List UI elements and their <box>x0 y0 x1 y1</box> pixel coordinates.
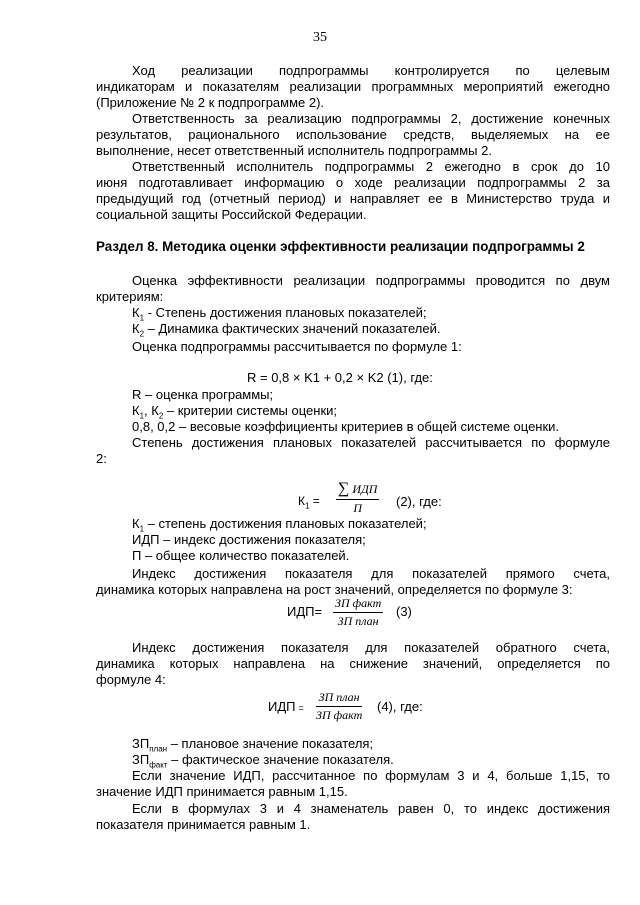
def-zp-fact: $ЗП_{факт}$ – фактическое значение показателя. <box>132 752 394 770</box>
text-line: июня подготавливает информацию о ходе реализации подпрограммы 2 за <box>96 175 610 190</box>
text-line: 2: <box>96 451 107 466</box>
text-line: предыдущий год (отчетный период) и направляет ее в Министерство труда и <box>96 191 610 206</box>
def-zp-plan: $ЗП_{план}$ – плановое значение показателя; <box>132 736 374 754</box>
section-heading: Раздел 8. Методика оценки эффективности реализации подпрограммы 2 <box>96 239 585 254</box>
formula-3-lhs: ИДП= <box>287 604 323 619</box>
paragraph-direct-count <box>96 566 610 598</box>
criterion-k2: $К_2$ – Динамика фактических значений показателей. <box>132 321 441 339</box>
formula-2-fraction <box>336 480 379 516</box>
formula-2-suffix: (2), где: <box>396 494 442 509</box>
text-line: результатов, рационального использование средств, выделяемых на ее <box>96 127 610 142</box>
numerator: ЗП факт <box>333 596 383 613</box>
formula2-intro <box>96 435 610 467</box>
def-k-criteria: $К_1$, $К_2$ – критерии системы оценки; <box>132 403 338 421</box>
page-number: 35 <box>313 30 327 45</box>
text-line: динамика которых направлена на рост значений, определяется по формуле 3: <box>96 582 573 597</box>
text-line: показателя принимается равным 1. <box>96 817 311 832</box>
numerator: ЗП план <box>316 690 362 707</box>
text-line: Оценка эффективности реализации подпрограммы проводится по двум <box>132 273 610 288</box>
rule-cap <box>96 768 610 800</box>
formula-4-lhs: ИДП = <box>268 699 304 714</box>
text-line: Ход реализации подпрограммы контролируется по целевым <box>132 63 610 78</box>
paragraph-annual-report <box>96 159 610 223</box>
denominator: ЗП факт <box>316 708 363 722</box>
criterion-k1: $К_1$ - Степень достижения плановых показателей; <box>132 305 427 323</box>
def-k1: $К_1$ – степень достижения плановых показателей; <box>132 516 427 534</box>
numerator: ∑ ИДП <box>336 480 379 500</box>
text-line: критериям: <box>96 289 164 304</box>
text-line: Ответственность за реализацию подпрограммы 2, достижение конечных <box>132 111 610 126</box>
formula-2-lhs: $К_1$ = <box>298 494 320 511</box>
text-line: Степень достижения плановых показателей рассчитывается по формуле <box>132 435 610 450</box>
text-line: Ответственный исполнитель подпрограммы 2 ежегодно в срок до 10 <box>132 159 610 174</box>
def-weights: 0,8, 0,2 – весовые коэффициенты критериев в общей системе оценки. <box>132 419 560 434</box>
text-line: социальной защиты Российской Федерации. <box>96 207 367 222</box>
text-line: Индекс достижения показателя для показателей обратного счета, <box>132 640 610 655</box>
paragraph-responsibility <box>96 111 610 159</box>
denominator: П <box>353 501 363 515</box>
denominator: ЗП план <box>337 614 379 628</box>
formula-1: R = 0,8 × K1 + 0,2 × K2 (1), где: <box>247 370 433 385</box>
rule-zero-denominator <box>96 801 610 833</box>
def-p: П – общее количество показателей. <box>132 548 350 563</box>
formula-4-suffix: (4), где: <box>377 699 423 714</box>
text-line: значение ИДП принимается равным 1,15. <box>96 784 348 799</box>
text-line: Индекс достижения показателя для показателей прямого счета, <box>132 566 610 581</box>
def-r: R – оценка программы; <box>132 387 274 402</box>
text-line: формуле 4: <box>96 672 166 687</box>
def-idp: ИДП – индекс достижения показателя; <box>132 532 366 547</box>
paragraph-progress-control <box>96 63 610 111</box>
formula-4-fraction <box>316 690 362 723</box>
formula-3-fraction <box>333 596 383 629</box>
text-line: динамика которых направлена на снижение значений, определяется по <box>96 656 610 671</box>
formula1-intro: Оценка подпрограммы рассчитывается по формуле 1: <box>132 339 462 354</box>
text-line: (Приложение № 2 к подпрограмме 2). <box>96 95 325 110</box>
paragraph-inverse-count <box>96 640 610 688</box>
text-line: Если значение ИДП, рассчитанное по формулам 3 и 4, больше 1,15, то <box>132 768 610 783</box>
text-line: индикаторам и показателям реализации программных мероприятий ежегодно <box>96 79 610 94</box>
formula-3-suffix: (3) <box>396 604 412 619</box>
paragraph-evaluation <box>96 273 610 305</box>
text-line: Если в формулах 3 и 4 знаменатель равен 0, то индекс достижения <box>132 801 610 816</box>
text-line: выполнение, несет ответственный исполнитель подпрограммы 2. <box>96 143 492 158</box>
